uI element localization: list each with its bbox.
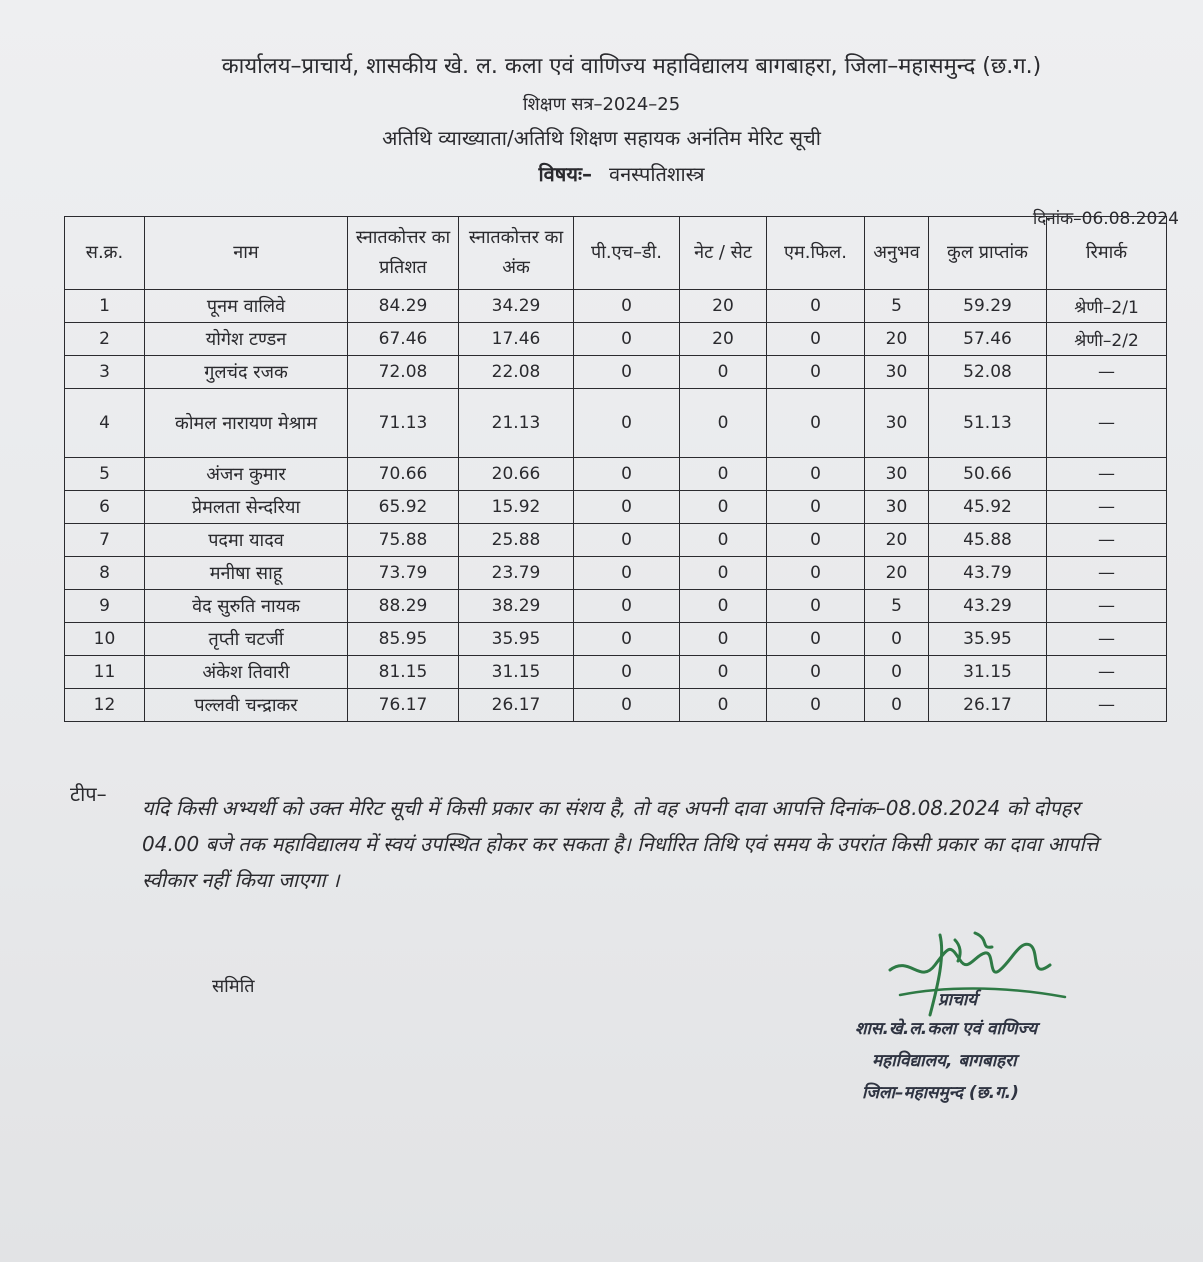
cell-net-set: 0 (680, 524, 767, 557)
cell-remark: — (1047, 491, 1167, 524)
cell-experience: 20 (865, 323, 929, 356)
cell-pg-percent: 75.88 (348, 524, 459, 557)
cell-net-set: 0 (680, 389, 767, 458)
cell-pg-marks: 22.08 (459, 356, 574, 389)
cell-pg-marks: 26.17 (459, 689, 574, 722)
cell-pg-percent: 81.15 (348, 656, 459, 689)
col-header-pg-marks: स्नातकोत्तर का अंक (459, 217, 574, 290)
cell-name: प्रेमलता सेन्दरिया (145, 491, 348, 524)
cell-name: तृप्ती चटर्जी (145, 623, 348, 656)
cell-remark: श्रेणी–2/2 (1047, 323, 1167, 356)
cell-net-set: 0 (680, 590, 767, 623)
cell-phd: 0 (574, 356, 680, 389)
note-label: टीप– (70, 782, 107, 806)
table-row (65, 290, 1167, 323)
cell-total: 50.66 (929, 458, 1047, 491)
cell-remark: — (1047, 623, 1167, 656)
cell-phd: 0 (574, 689, 680, 722)
cell-name: वेद सुरुति नायक (145, 590, 348, 623)
session-line: शिक्षण सत्र–2024–25 (522, 94, 681, 115)
cell-remark: — (1047, 356, 1167, 389)
table-header-row (65, 217, 1167, 290)
cell-pg-marks: 20.66 (459, 458, 574, 491)
cell-net-set: 0 (680, 656, 767, 689)
cell-mphil: 0 (767, 524, 865, 557)
cell-sno: 8 (65, 557, 145, 590)
cell-phd: 0 (574, 491, 680, 524)
cell-net-set: 0 (680, 458, 767, 491)
cell-sno: 7 (65, 524, 145, 557)
list-title: अतिथि व्याख्याता/अतिथि शिक्षण सहायक अनंतिम मेरिट सूची (382, 126, 821, 150)
cell-experience: 30 (865, 356, 929, 389)
cell-name: गुलचंद रजक (145, 356, 348, 389)
table-row (65, 689, 1167, 722)
cell-total: 57.46 (929, 323, 1047, 356)
cell-mphil: 0 (767, 356, 865, 389)
cell-name: योगेश टण्डन (145, 323, 348, 356)
cell-name: अंजन कुमार (145, 458, 348, 491)
col-header-pg-percent: स्नातकोत्तर का प्रतिशत (348, 217, 459, 290)
cell-phd: 0 (574, 323, 680, 356)
cell-experience: 30 (865, 491, 929, 524)
cell-pg-marks: 25.88 (459, 524, 574, 557)
cell-net-set: 0 (680, 557, 767, 590)
cell-sno: 2 (65, 323, 145, 356)
table-row (65, 491, 1167, 524)
cell-net-set: 0 (680, 356, 767, 389)
cell-net-set: 20 (680, 323, 767, 356)
table-row (65, 389, 1167, 458)
cell-experience: 20 (865, 524, 929, 557)
seal-college-place: महाविद्यालय, बागबाहरा (872, 1051, 1017, 1071)
cell-mphil: 0 (767, 656, 865, 689)
seal-district: जिला–महासमुन्द (छ.ग.) (862, 1083, 1019, 1103)
note-text: यदि किसी अभ्यर्थी को उक्त मेरिट सूची में किसी प्रकार का संशय है, तो वह अपनी दावा आपत्ति दिनांक–08.08.2024 को दोपहर 04.00 बजे तक महाविद्यालय में स्वयं उपस्थित होकर कर सकता है। निर्धारित तिथि एवं समय के उपरांत किसी प्रकार का दावा आपत्ति स्वीकार नहीं किया जाएगा । (142, 796, 1099, 892)
cell-pg-percent: 67.46 (348, 323, 459, 356)
cell-remark: — (1047, 389, 1167, 458)
subject-value: वनस्पतिशास्त्र (608, 162, 705, 186)
committee-label: समिति (212, 976, 255, 997)
cell-mphil: 0 (767, 290, 865, 323)
col-header-name: नाम (145, 217, 348, 290)
cell-sno: 5 (65, 458, 145, 491)
col-header-phd: पी.एच–डी. (574, 217, 680, 290)
cell-total: 45.92 (929, 491, 1047, 524)
table-row (65, 623, 1167, 656)
cell-experience: 0 (865, 689, 929, 722)
col-header-remark: रिमार्क (1047, 217, 1167, 290)
cell-mphil: 0 (767, 389, 865, 458)
cell-sno: 10 (65, 623, 145, 656)
cell-experience: 5 (865, 590, 929, 623)
cell-sno: 3 (65, 356, 145, 389)
cell-total: 26.17 (929, 689, 1047, 722)
cell-phd: 0 (574, 590, 680, 623)
col-header-experience: अनुभव (865, 217, 929, 290)
cell-net-set: 20 (680, 290, 767, 323)
merit-table (64, 216, 1167, 722)
cell-phd: 0 (574, 557, 680, 590)
cell-mphil: 0 (767, 458, 865, 491)
cell-remark: — (1047, 557, 1167, 590)
cell-name: कोमल नारायण मेश्राम (145, 389, 348, 458)
cell-experience: 30 (865, 458, 929, 491)
cell-pg-marks: 15.92 (459, 491, 574, 524)
cell-total: 52.08 (929, 356, 1047, 389)
principal-signature (880, 925, 1070, 1025)
col-header-mphil: एम.फिल. (767, 217, 865, 290)
cell-pg-percent: 72.08 (348, 356, 459, 389)
cell-name: मनीषा साहू (145, 557, 348, 590)
cell-mphil: 0 (767, 557, 865, 590)
cell-remark: — (1047, 524, 1167, 557)
col-header-total: कुल प्राप्तांक (929, 217, 1047, 290)
cell-experience: 0 (865, 656, 929, 689)
cell-pg-marks: 23.79 (459, 557, 574, 590)
cell-phd: 0 (574, 458, 680, 491)
cell-remark: श्रेणी–2/1 (1047, 290, 1167, 323)
cell-mphil: 0 (767, 491, 865, 524)
table-row (65, 356, 1167, 389)
cell-name: पूनम वालिवे (145, 290, 348, 323)
cell-total: 51.13 (929, 389, 1047, 458)
cell-mphil: 0 (767, 323, 865, 356)
cell-total: 59.29 (929, 290, 1047, 323)
cell-phd: 0 (574, 656, 680, 689)
cell-mphil: 0 (767, 590, 865, 623)
cell-pg-percent: 73.79 (348, 557, 459, 590)
cell-name: अंकेश तिवारी (145, 656, 348, 689)
cell-sno: 6 (65, 491, 145, 524)
table-row (65, 557, 1167, 590)
cell-total: 45.88 (929, 524, 1047, 557)
table-row (65, 590, 1167, 623)
cell-experience: 30 (865, 389, 929, 458)
cell-sno: 12 (65, 689, 145, 722)
seal-college-name: शास.खे.ल.कला एवं वाणिज्य (855, 1019, 1038, 1039)
cell-pg-percent: 85.95 (348, 623, 459, 656)
cell-remark: — (1047, 590, 1167, 623)
office-header: कार्यालय–प्राचार्य, शासकीय खे. ल. कला एवं वाणिज्य महाविद्यालय बागबाहरा, जिला–महासमुन्द (छ.ग.) (221, 54, 1042, 79)
cell-pg-percent: 65.92 (348, 491, 459, 524)
cell-phd: 0 (574, 524, 680, 557)
col-header-net-set: नेट / सेट (680, 217, 767, 290)
cell-total: 43.29 (929, 590, 1047, 623)
table-row (65, 524, 1167, 557)
cell-experience: 0 (865, 623, 929, 656)
subject-label: विषयः– (538, 162, 592, 186)
col-header-sno: स.क्र. (65, 217, 145, 290)
issue-date: दिनांक–06.08.2024 (1032, 209, 1179, 229)
cell-sno: 9 (65, 590, 145, 623)
cell-pg-marks: 17.46 (459, 323, 574, 356)
cell-pg-marks: 35.95 (459, 623, 574, 656)
cell-total: 35.95 (929, 623, 1047, 656)
table-row (65, 458, 1167, 491)
cell-pg-percent: 71.13 (348, 389, 459, 458)
cell-pg-marks: 38.29 (459, 590, 574, 623)
cell-experience: 5 (865, 290, 929, 323)
cell-net-set: 0 (680, 623, 767, 656)
cell-total: 31.15 (929, 656, 1047, 689)
cell-mphil: 0 (767, 623, 865, 656)
cell-total: 43.79 (929, 557, 1047, 590)
cell-pg-percent: 84.29 (348, 290, 459, 323)
cell-name: पल्लवी चन्द्राकर (145, 689, 348, 722)
cell-pg-marks: 34.29 (459, 290, 574, 323)
cell-phd: 0 (574, 623, 680, 656)
cell-phd: 0 (574, 389, 680, 458)
subject-line (20, 160, 1203, 187)
cell-remark: — (1047, 458, 1167, 491)
cell-sno: 1 (65, 290, 145, 323)
cell-pg-marks: 31.15 (459, 656, 574, 689)
cell-net-set: 0 (680, 491, 767, 524)
cell-pg-percent: 88.29 (348, 590, 459, 623)
cell-name: पदमा यादव (145, 524, 348, 557)
cell-experience: 20 (865, 557, 929, 590)
cell-phd: 0 (574, 290, 680, 323)
seal-designation: प्राचार्य (938, 990, 978, 1010)
table-row (65, 323, 1167, 356)
table-row (65, 656, 1167, 689)
cell-sno: 4 (65, 389, 145, 458)
cell-remark: — (1047, 689, 1167, 722)
cell-remark: — (1047, 656, 1167, 689)
cell-pg-marks: 21.13 (459, 389, 574, 458)
cell-mphil: 0 (767, 689, 865, 722)
cell-pg-percent: 70.66 (348, 458, 459, 491)
cell-pg-percent: 76.17 (348, 689, 459, 722)
cell-net-set: 0 (680, 689, 767, 722)
cell-sno: 11 (65, 656, 145, 689)
